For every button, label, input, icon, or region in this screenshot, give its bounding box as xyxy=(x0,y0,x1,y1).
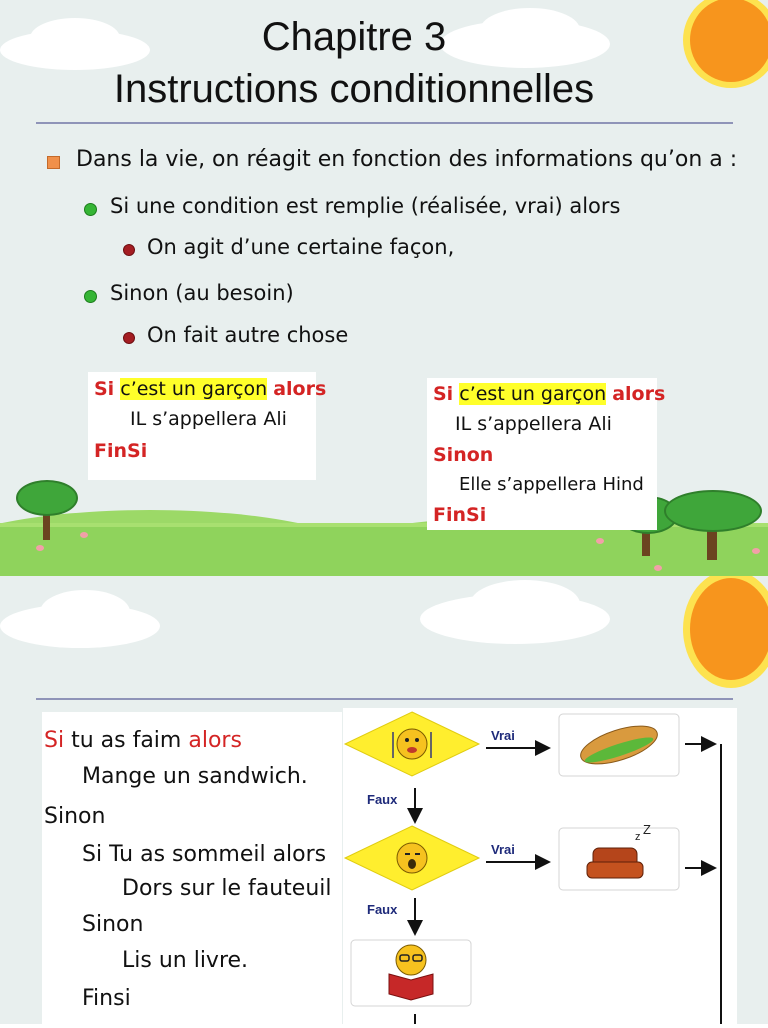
bullet-level3: On agit d’une certaine façon, xyxy=(147,235,455,259)
flower-icon xyxy=(36,545,44,551)
slide-title-line2: Instructions conditionnelles xyxy=(113,67,595,111)
code-line: Elle s’appellera Hind xyxy=(459,474,644,495)
keyword-finsi: FinSi xyxy=(433,504,487,526)
code-example-left xyxy=(88,372,327,480)
faux-label: Faux xyxy=(367,902,398,917)
keyword-alors: alors xyxy=(188,728,242,753)
code-line: Finsi xyxy=(82,986,131,1011)
flower-icon xyxy=(80,532,88,538)
cloud xyxy=(40,590,130,634)
tree-icon xyxy=(662,488,764,560)
decision-diamond-hungry xyxy=(345,712,479,776)
highlighted-condition: c’est un garçon xyxy=(459,383,607,405)
decision-diamond-sleepy xyxy=(345,826,479,890)
svg-text:Z: Z xyxy=(643,822,651,837)
bullet-level1: Dans la vie, on réagit en fonction des informations qu’on a : xyxy=(76,147,738,172)
flowchart xyxy=(343,708,737,1024)
code-line: Lis un livre. xyxy=(122,948,249,973)
title-divider xyxy=(36,122,733,124)
tree-icon xyxy=(14,478,78,540)
action-box-book xyxy=(351,940,471,1006)
code-condition: tu as faim xyxy=(71,728,182,753)
action-box-couch xyxy=(559,822,679,890)
code-line: IL s’appellera Ali xyxy=(130,408,287,430)
bullet-level3: On fait autre chose xyxy=(147,323,349,347)
keyword-si: Si xyxy=(44,728,65,753)
flower-icon xyxy=(596,538,604,544)
code-line: Sinon xyxy=(44,804,106,829)
vrai-label: Vrai xyxy=(491,842,515,857)
code-line: Sinon xyxy=(82,912,144,937)
keyword-sinon: Sinon xyxy=(433,444,494,466)
bullet-level2: Si une condition est remplie (réalisée, vrai) alors xyxy=(110,194,621,218)
svg-text:z: z xyxy=(635,831,641,843)
green-dot-icon xyxy=(84,290,97,303)
keyword-si: Si xyxy=(94,378,115,400)
cloud xyxy=(470,580,580,628)
slide-title-line1: Chapitre 3 xyxy=(261,15,447,59)
red-dot-icon xyxy=(123,244,135,256)
code-example-right xyxy=(427,378,666,530)
code-line: Mange un sandwich. xyxy=(82,764,308,789)
code-line: IL s’appellera Ali xyxy=(455,413,612,435)
flower-icon xyxy=(654,565,662,571)
red-dot-icon xyxy=(123,332,135,344)
action-box-sandwich xyxy=(559,714,679,776)
pseudocode-block xyxy=(42,712,342,1024)
sleepy-face-icon xyxy=(397,843,427,873)
keyword-alors: alors xyxy=(273,378,327,400)
vrai-label: Vrai xyxy=(491,728,515,743)
code-line: Si Tu as sommeil alors xyxy=(82,842,327,867)
square-bullet-icon xyxy=(47,156,60,169)
green-dot-icon xyxy=(84,203,97,216)
faux-label: Faux xyxy=(367,792,398,807)
keyword-finsi: FinSi xyxy=(94,440,148,462)
keyword-si: Si xyxy=(433,383,454,405)
highlighted-condition: c’est un garçon xyxy=(120,378,268,400)
keyword-alors: alors xyxy=(612,383,666,405)
code-line: Dors sur le fauteuil xyxy=(122,876,332,901)
title-divider xyxy=(36,698,733,700)
bullet-level2: Sinon (au besoin) xyxy=(110,281,294,305)
